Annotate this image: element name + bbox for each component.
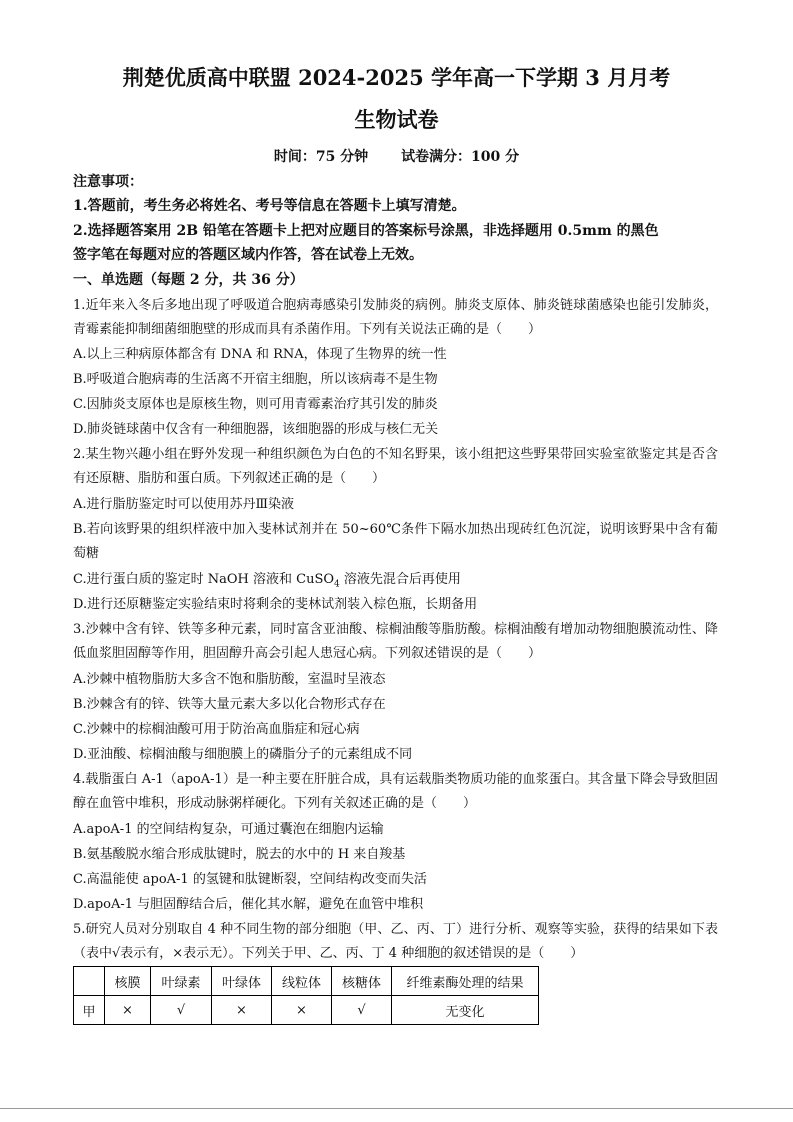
page-bottom-divider xyxy=(0,1108,793,1109)
notice-heading: 注意事项： xyxy=(73,174,143,190)
table-cell: × xyxy=(212,996,272,1025)
section-heading: 一、单选题（每题 2 分，共 36 分） xyxy=(73,272,304,288)
exam-meta xyxy=(0,146,793,166)
table-header-row xyxy=(74,967,539,996)
table-header-cell xyxy=(74,967,105,996)
table-header-cell: 核膜 xyxy=(105,967,151,996)
q5-table xyxy=(73,966,539,1025)
q1-option-a: A.以上三种病原体都含有 DNA 和 RNA，体现了生物界的统一性 xyxy=(73,347,447,362)
table-cell: √ xyxy=(332,996,392,1025)
table-header-cell: 叶绿素 xyxy=(151,967,212,996)
table-cell: × xyxy=(105,996,151,1025)
q3-option-a: A.沙棘中植物脂肪大多含不饱和脂肪酸，室温时呈液态 xyxy=(73,672,386,687)
table-row xyxy=(74,996,539,1025)
table-cell: 无变化 xyxy=(392,996,539,1025)
q3-option-d: D.亚油酸、棕榈油酸与细胞膜上的磷脂分子的元素组成不同 xyxy=(73,747,413,762)
q1-option-b: B.呼吸道合胞病毒的生活离不开宿主细胞，所以该病毒不是生物 xyxy=(73,372,438,387)
q2-stem: 2.某生物兴趣小组在野外发现一种组织颜色为白色的不知名野果，该小组把这些野果带回实验室欲鉴定其是否含有还原糖、脂肪和蛋白质。下列叙述正确的是（ ） xyxy=(73,447,718,486)
q3-stem: 3.沙棘中含有锌、铁等多种元素，同时富含亚油酸、棕榈油酸等脂肪酸。棕榈油酸有增加动物细胞膜流动性、降低血浆胆固醇等作用，胆固醇升高会引起人患冠心病。下列叙述错误的是（ ） xyxy=(73,622,718,661)
q4-option-b: B.氨基酸脱水缩合形成肽键时，脱去的水中的 H 来自羧基 xyxy=(73,847,406,862)
q1-option-c: C.因肺炎支原体也是原核生物，则可用青霉素治疗其引发的肺炎 xyxy=(73,397,438,412)
q2-option-b: B.若向该野果的组织样液中加入斐林试剂并在 50~60℃条件下隔水加热出现砖红色沉淀，说明该野果中含有葡萄糖 xyxy=(73,522,718,561)
q4-option-c: C.高温能使 apoA-1 的氢键和肽键断裂，空间结构改变而失活 xyxy=(73,872,427,887)
q4-option-d: D.apoA-1 与胆固醇结合后，催化其水解，避免在血管中堆积 xyxy=(73,897,424,912)
notice-item-2-line-2: 签字笔在每题对应的答题区域内作答，答在试卷上无效。 xyxy=(73,247,423,263)
q1-option-d: D.肺炎链球菌中仅含有一种细胞器，该细胞器的形成与核仁无关 xyxy=(73,422,439,437)
notice-item-2-line-1: 2.选择题答案用 2B 铅笔在答题卡上把对应题目的答案标号涂黑，非选择题用 0.5mm 的黑色 xyxy=(73,223,659,239)
table-cell: × xyxy=(272,996,332,1025)
q2-option-a: A.进行脂肪鉴定时可以使用苏丹Ⅲ染液 xyxy=(73,497,295,512)
table-header-cell: 核糖体 xyxy=(332,967,392,996)
table-cell: √ xyxy=(151,996,212,1025)
q3-option-c: C.沙棘中的棕榈油酸可用于防治高血脂症和冠心病 xyxy=(73,722,360,737)
table-header-cell: 线粒体 xyxy=(272,967,332,996)
exam-title: 荆楚优质高中联盟 2024-2025 学年高一下学期 3 月月考 xyxy=(122,65,671,90)
table-header-cell: 纤维素酶处理的结果 xyxy=(392,967,539,996)
exam-time: 时间：75 分钟 xyxy=(273,149,369,165)
notice-item-1: 1.答题前，考生务必将姓名、考号等信息在答题卡上填写清楚。 xyxy=(73,198,466,214)
table-header-cell: 叶绿体 xyxy=(212,967,272,996)
exam-full-score: 试卷满分：100 分 xyxy=(401,149,520,165)
q3-option-b: B.沙棘含有的锌、铁等大量元素大多以化合物形式存在 xyxy=(73,697,386,712)
q4-option-a: A.apoA-1 的空间结构复杂，可通过囊泡在细胞内运输 xyxy=(73,822,384,837)
q4-stem: 4.载脂蛋白 A-1（apoA-1）是一种主要在肝脏合成，具有运载脂类物质功能的血浆蛋白。其含量下降会导致胆固醇在血管中堆积，形成动脉粥样硬化。下列有关叙述正确的是（ ） xyxy=(73,772,718,811)
q2-option-c: C.进行蛋白质的鉴定时 NaOH 溶液和 CuSO$_4$ 溶液先混合后再使用 xyxy=(73,572,461,590)
q1-stem: 1.近年来入冬后多地出现了呼吸道合胞病毒感染引发肺炎的病例。肺炎支原体、肺炎链球菌感染也能引发肺炎，青霉素能抑制细菌细胞壁的形成而具有杀菌作用。下列有关说法正确的是（ ） xyxy=(73,298,718,337)
table-cell: 甲 xyxy=(74,996,105,1025)
q2-option-d: D.进行还原糖鉴定实验结束时将剩余的斐林试剂装入棕色瓶，长期备用 xyxy=(73,597,478,612)
subject-title: 生物试卷 xyxy=(354,107,439,132)
q5-stem: 5.研究人员对分别取自 4 种不同生物的部分细胞（甲、乙、丙、丁）进行分析、观察等实验，获得的结果如下表（表中√表示有，×表示无）。下列关于甲、乙、丙、丁 4 种细胞的叙述错误的是（ ） xyxy=(73,922,718,961)
